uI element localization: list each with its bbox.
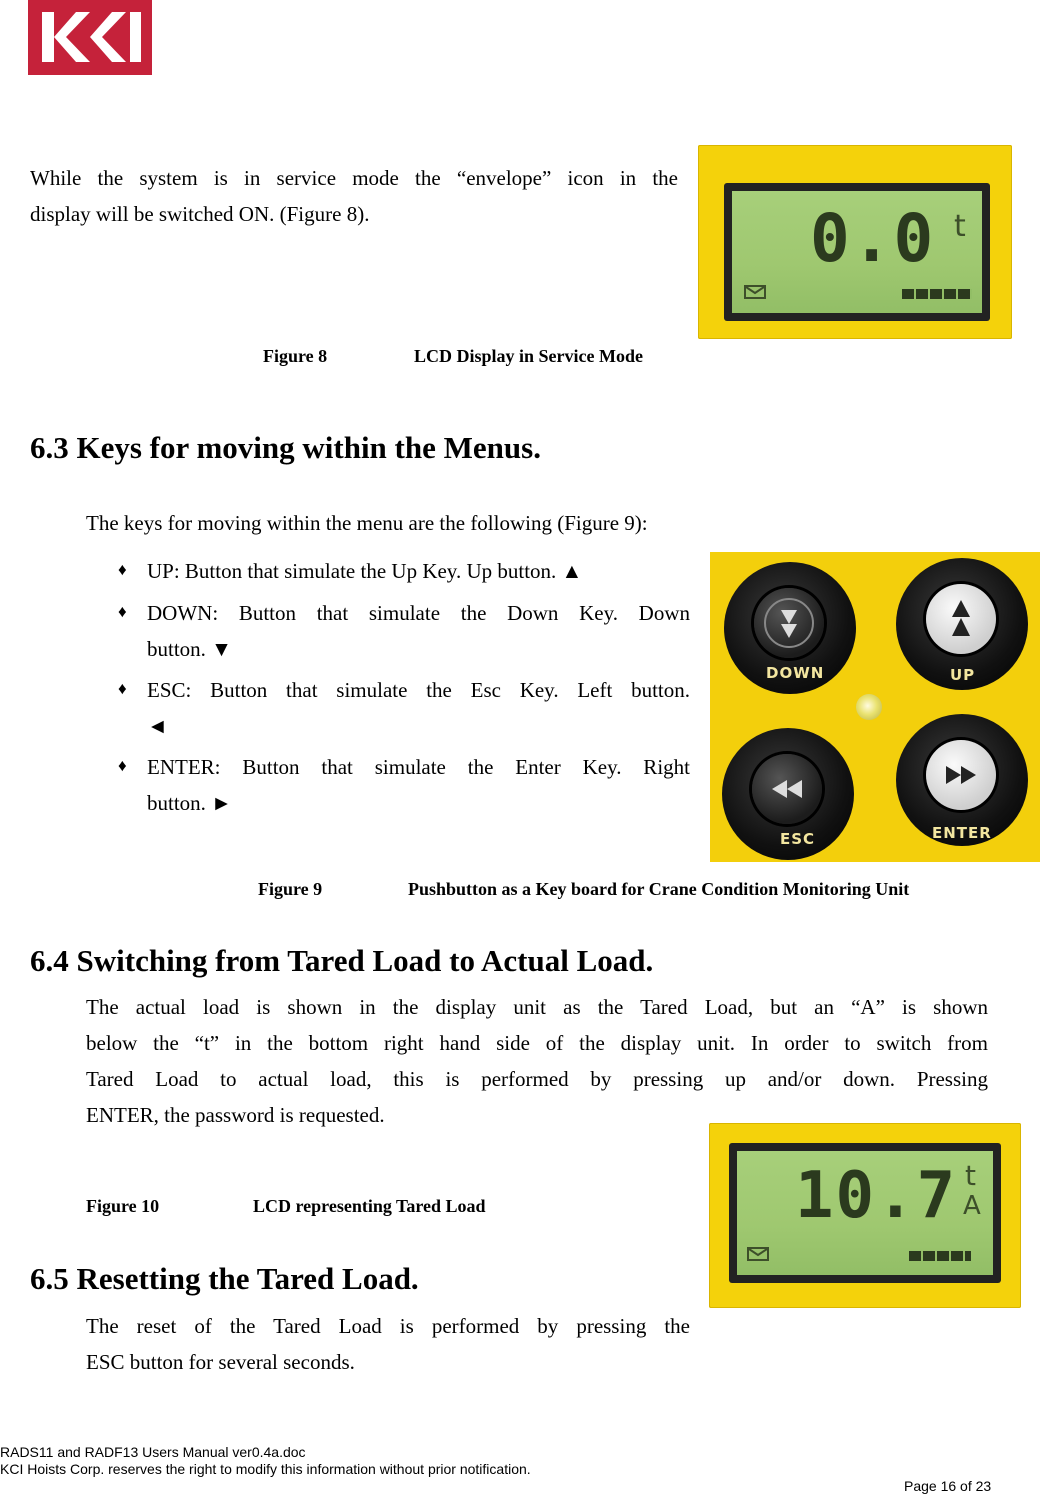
- lcd-unit: t: [965, 1159, 976, 1192]
- section-6-4-heading: 6.4 Switching from Tared Load to Actual Load.: [30, 943, 654, 978]
- bullet-esc-line-1: ESC: Button that simulate the Esc Key. Left button.: [147, 678, 690, 702]
- section-6-3-intro: The keys for moving within the menu are the following (Figure 9):: [86, 511, 648, 535]
- keypad-photo: [710, 552, 1040, 862]
- section-6-4-line-3: Tared Load to actual load, this is performed by pressing up and/or down. Pressing: [86, 1067, 988, 1091]
- down-key-label: DOWN: [766, 664, 825, 682]
- figure8-caption: LCD Display in Service Mode: [414, 346, 643, 366]
- bullet-diamond-icon: ♦: [118, 679, 127, 698]
- section-6-4-line-4: ENTER, the password is requested.: [86, 1103, 385, 1127]
- bullet-esc-line-2: ◄: [147, 714, 168, 738]
- down-arrow-icon: [754, 588, 824, 658]
- section-6-5-line-2: ESC button for several seconds.: [86, 1350, 355, 1374]
- figure10-caption: LCD representing Tared Load: [253, 1196, 486, 1216]
- figure8-number: Figure 8: [263, 346, 328, 366]
- bullet-diamond-icon: ♦: [118, 560, 127, 579]
- bullet-diamond-icon: ♦: [118, 602, 127, 621]
- lcd-actual-indicator: A: [963, 1191, 981, 1221]
- fast-forward-icon: [926, 740, 996, 810]
- esc-key-label: ESC: [780, 830, 816, 848]
- up-arrow-icon: [926, 584, 996, 654]
- enter-key-label: ENTER: [932, 824, 992, 842]
- section-6-3-heading: 6.3 Keys for moving within the Menus.: [30, 430, 541, 465]
- footer-page-number: Page 16 of 23: [904, 1478, 992, 1494]
- rewind-icon: [752, 754, 822, 824]
- kci-logo: [28, 0, 152, 75]
- bullet-down-line-1: DOWN: Button that simulate the Down Key. Down: [147, 601, 690, 625]
- kci-logo-icon: [28, 0, 152, 75]
- section-6-5-heading: 6.5 Resetting the Tared Load.: [30, 1261, 419, 1296]
- section-6-5-line-1: The reset of the Tared Load is performed by pressing the: [86, 1314, 690, 1338]
- bullet-enter-line-1: ENTER: Button that simulate the Enter Key. Right: [147, 755, 690, 779]
- figure9-caption: Pushbutton as a Key board for Crane Condition Monitoring Unit: [408, 879, 910, 899]
- lcd-bargraph: [909, 1251, 971, 1261]
- envelope-icon: [747, 1247, 769, 1261]
- section-6-4-line-1: The actual load is shown in the display unit as the Tared Load, but an “A” is shown: [86, 995, 988, 1019]
- bullet-diamond-icon: ♦: [118, 756, 127, 775]
- lcd-unit: t: [954, 209, 966, 244]
- bullet-down-line-2: button. ▼: [147, 637, 232, 661]
- bullet-up: UP: Button that simulate the Up Key. Up button. ▲: [147, 559, 583, 583]
- lcd-bargraph: [902, 289, 972, 299]
- up-key-label: UP: [950, 666, 976, 684]
- lcd-value: 10.7: [795, 1159, 958, 1233]
- bullet-enter-line-2: button. ►: [147, 791, 232, 815]
- status-led: [856, 694, 882, 720]
- intro-line-2: display will be switched ON. (Figure 8).: [30, 202, 370, 226]
- intro-line-1: While the system is in service mode the “envelope” icon in the: [30, 166, 678, 190]
- lcd-service-mode-photo: [698, 145, 1012, 339]
- lcd-tared-load-photo: [709, 1123, 1021, 1308]
- envelope-icon: [744, 285, 766, 299]
- section-6-4-line-2: below the “t” in the bottom right hand side of the display unit. In order to switch from: [86, 1031, 988, 1055]
- footer-notice: KCI Hoists Corp. reserves the right to modify this information without prior notification.: [0, 1461, 531, 1477]
- lcd-value: 0.0: [810, 200, 936, 277]
- footer-doc-name: RADS11 and RADF13 Users Manual ver0.4a.doc: [0, 1444, 306, 1460]
- figure10-number: Figure 10: [86, 1196, 160, 1216]
- figure9-number: Figure 9: [258, 879, 323, 899]
